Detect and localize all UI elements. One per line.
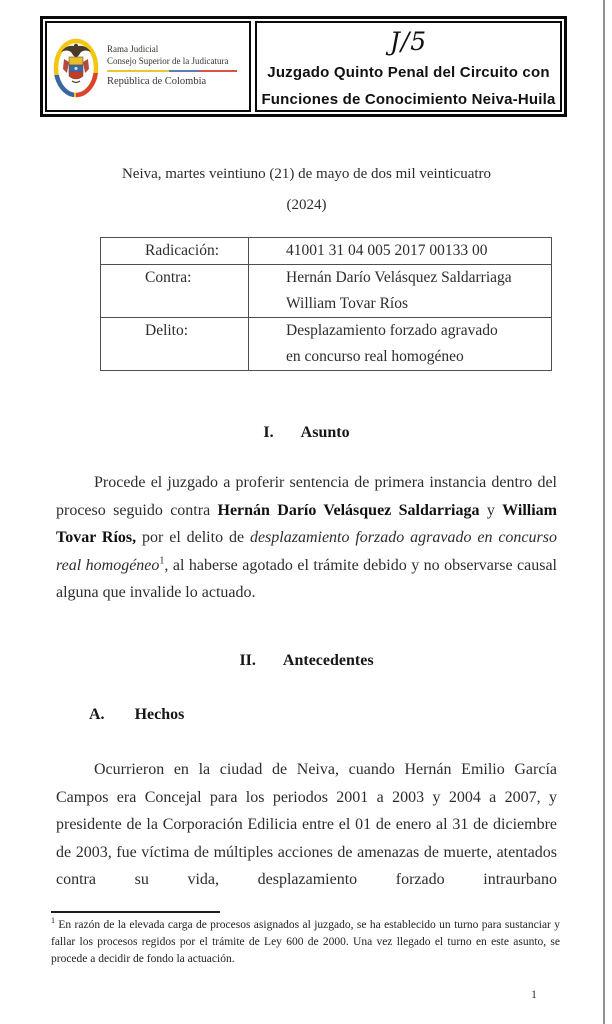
contra-label: Contra:: [101, 265, 249, 318]
delito-value-line-2: en concurso real homogéneo: [286, 348, 464, 365]
rama-judicial-coat-of-arms-icon: [52, 35, 100, 99]
logo-tricolor-rule: [107, 70, 237, 73]
subsection-heading-hechos: [56, 706, 557, 724]
page-number: 1: [531, 987, 537, 1001]
contra-value: [249, 265, 552, 318]
header-logo-cell: [45, 21, 251, 112]
footnote-separator-rule: [51, 911, 220, 913]
delito-value-line-1: Desplazamiento forzado agravado: [286, 322, 498, 339]
table-row-contra: [101, 265, 552, 318]
dateline-line-2: (2024): [286, 197, 327, 213]
paragraph-asunto: [56, 469, 557, 607]
contra-value-line-1: Hernán Darío Velásquez Saldarriaga: [286, 269, 512, 286]
table-row-delito: [101, 318, 552, 371]
asunto-text-3: por el delito de: [136, 529, 250, 546]
section-title: Asunto: [300, 424, 350, 441]
table-row-radicacion: [101, 238, 552, 265]
court-name-line-2: Funciones de Conocimiento Neiva-Huila: [261, 91, 556, 108]
delito-label: Delito:: [101, 318, 249, 371]
section-heading-antecedentes: [56, 652, 557, 670]
court-name-line-1: Juzgado Quinto Penal del Circuito con: [267, 64, 550, 81]
footnote-marker: 1: [51, 916, 55, 926]
logo-line-consejo: Consejo Superior de la Judicatura: [107, 55, 229, 66]
logo-text-block: [107, 44, 237, 88]
footnote-text: En razón de la elevada carga de procesos asignados al juzgado, se ha establecido un turno para sustanciar y fallar los procesos regidos por el trámite de Ley 600 de 2000. Una vez llegado el turno en este asunto, se procede a decidir de fondo la actuación.: [51, 919, 561, 965]
contra-value-line-2: William Tovar Ríos: [286, 295, 408, 312]
accused-name-1: Hernán Darío Velásquez Saldarriaga: [217, 501, 480, 519]
logo-line-rama-judicial: Rama Judicial: [107, 44, 159, 55]
footnote: [51, 917, 560, 968]
page-edge-line: [603, 0, 605, 1024]
case-info-table: [100, 237, 552, 371]
footnote-reference: 1: [159, 555, 165, 567]
crime-name-italic: desplazamiento forzado agravado en concurso real homogéneo: [56, 529, 557, 574]
section-number: II.: [239, 652, 256, 669]
subsection-title: Hechos: [134, 706, 185, 723]
tricolor-blue-segment: [169, 70, 199, 73]
subsection-letter: A.: [89, 706, 105, 723]
tricolor-red-segment: [199, 70, 237, 73]
section-number: I.: [263, 424, 274, 441]
header-banner: [40, 16, 567, 117]
tricolor-yellow-segment: [107, 70, 169, 73]
asunto-text-4: , al haberse agotado el trámite debido y no observarse causal alguna que invalide lo actuado.: [56, 556, 558, 601]
handwritten-case-mark: J/5: [389, 27, 428, 56]
section-title: Antecedentes: [282, 652, 374, 669]
accused-name-2: William Tovar Ríos,: [56, 501, 557, 546]
delito-value: [249, 318, 552, 371]
section-heading-asunto: [56, 424, 557, 442]
paragraph-hechos: Ocurrieron en la ciudad de Neiva, cuando Hernán Emilio García Campos era Concejal para los periodos 2001 a 2003 y 2004 a 2007, y presidente de la Corporación Edilicia entre el 01 de enero al 31 de diciembre de 2003, fue víctima de múltiples acciones de amenazas de muerte, atentados contra su vida, desplazamiento forzado intraurbano: [56, 761, 557, 888]
radicacion-value: 41001 31 04 005 2017 00133 00: [249, 238, 552, 265]
logo-line-republica: República de Colombia: [107, 76, 207, 88]
radicacion-label: Radicación:: [101, 238, 249, 265]
asunto-text-2: y: [479, 501, 503, 519]
dateline: [56, 159, 557, 221]
asunto-text-1: Procede el juzgado a proferir sentencia de primera instancia dentro del proceso seguido contra: [56, 474, 557, 519]
header-court-cell: [255, 21, 562, 112]
dateline-line-1: Neiva, martes veintiuno (21) de mayo de dos mil veinticuatro: [121, 166, 492, 182]
